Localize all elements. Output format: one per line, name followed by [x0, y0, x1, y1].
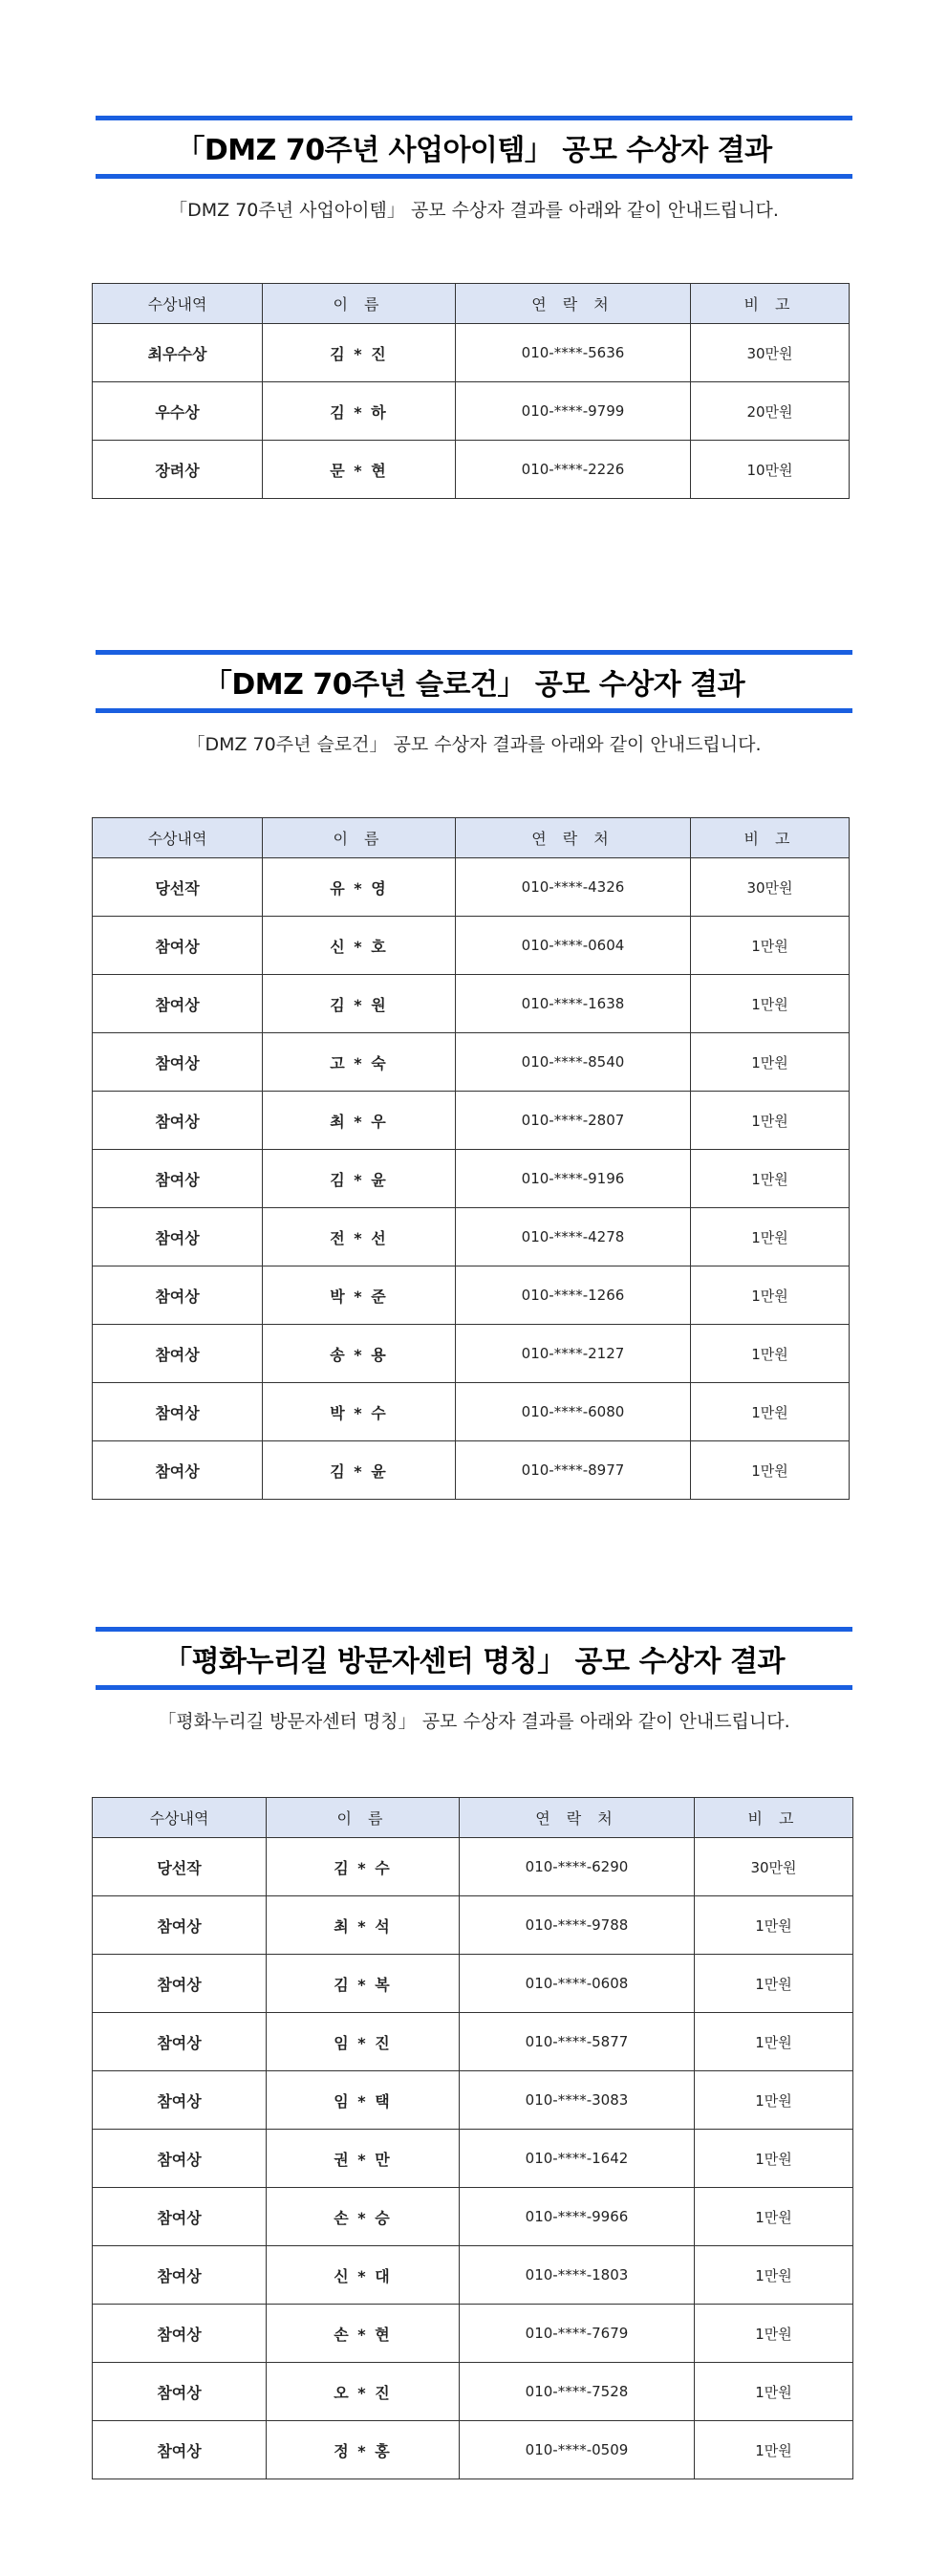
table-header-row: [93, 284, 850, 324]
award-cell: 참여상: [93, 1441, 263, 1500]
note-cell: 1만원: [695, 2363, 853, 2421]
column-header: 연 락 처: [456, 284, 691, 324]
award-cell: 참여상: [93, 1266, 263, 1325]
award-cell: 참여상: [93, 1955, 267, 2013]
name-cell: 신 * 대: [267, 2246, 460, 2305]
table-header-row: [93, 1798, 853, 1838]
note-cell: 1만원: [691, 1033, 850, 1092]
phone-cell: 010-****-2226: [456, 441, 691, 499]
table-row: [93, 2246, 853, 2305]
column-header: 수상내역: [93, 284, 263, 324]
table-row: [93, 2188, 853, 2246]
note-cell: 1만원: [691, 1092, 850, 1150]
section-title-bar: [96, 650, 852, 713]
phone-cell: 010-****-0509: [460, 2421, 695, 2479]
section-title: 「DMZ 70주년 슬로건」 공모 수상자 결과: [203, 668, 745, 702]
column-header: 이 름: [263, 284, 456, 324]
award-cell: 참여상: [93, 2130, 267, 2188]
phone-cell: 010-****-6080: [456, 1383, 691, 1441]
note-cell: 1만원: [691, 1383, 850, 1441]
phone-cell: 010-****-6290: [460, 1838, 695, 1896]
table-row: [93, 1441, 850, 1500]
note-cell: 30만원: [695, 1838, 853, 1896]
section-subtitle: 「DMZ 70주년 사업아이템」 공모 수상자 결과를 아래와 같이 안내드립니다.: [169, 200, 779, 221]
name-cell: 박 * 준: [263, 1266, 456, 1325]
note-cell: 1만원: [695, 2071, 853, 2130]
phone-cell: 010-****-9196: [456, 1150, 691, 1208]
table-row: [93, 1383, 850, 1441]
name-cell: 전 * 선: [263, 1208, 456, 1266]
name-cell: 고 * 숙: [263, 1033, 456, 1092]
name-cell: 임 * 진: [267, 2013, 460, 2071]
award-cell: 참여상: [93, 2188, 267, 2246]
phone-cell: 010-****-4326: [456, 858, 691, 917]
award-cell: 우수상: [93, 382, 263, 441]
column-header: 수상내역: [93, 1798, 267, 1838]
table-row: [93, 1266, 850, 1325]
winners-table: [92, 283, 850, 499]
phone-cell: 010-****-7528: [460, 2363, 695, 2421]
section-subtitle: 「DMZ 70주년 슬로건」 공모 수상자 결과를 아래와 같이 안내드립니다.: [186, 734, 762, 755]
phone-cell: 010-****-9788: [460, 1896, 695, 1955]
table-row: [93, 1092, 850, 1150]
note-cell: 10만원: [691, 441, 850, 499]
phone-cell: 010-****-9799: [456, 382, 691, 441]
name-cell: 손 * 승: [267, 2188, 460, 2246]
table-row: [93, 2071, 853, 2130]
note-cell: 1만원: [691, 975, 850, 1033]
award-cell: 참여상: [93, 2013, 267, 2071]
award-cell: 참여상: [93, 1896, 267, 1955]
table-row: [93, 1325, 850, 1383]
table-row: [93, 2363, 853, 2421]
note-cell: 1만원: [695, 2130, 853, 2188]
award-cell: 참여상: [93, 2071, 267, 2130]
table-row: [93, 917, 850, 975]
note-cell: 20만원: [691, 382, 850, 441]
note-cell: 1만원: [695, 1896, 853, 1955]
phone-cell: 010-****-1266: [456, 1266, 691, 1325]
note-cell: 1만원: [691, 1441, 850, 1500]
name-cell: 손 * 현: [267, 2305, 460, 2363]
note-cell: 1만원: [691, 917, 850, 975]
award-cell: 참여상: [93, 1383, 263, 1441]
note-cell: 30만원: [691, 324, 850, 382]
award-cell: 당선작: [93, 1838, 267, 1896]
award-cell: 참여상: [93, 917, 263, 975]
name-cell: 오 * 진: [267, 2363, 460, 2421]
phone-cell: 010-****-8540: [456, 1033, 691, 1092]
table-row: [93, 1033, 850, 1092]
table-row: [93, 2013, 853, 2071]
name-cell: 김 * 윤: [263, 1441, 456, 1500]
name-cell: 김 * 하: [263, 382, 456, 441]
name-cell: 김 * 복: [267, 1955, 460, 2013]
award-cell: 참여상: [93, 2421, 267, 2479]
note-cell: 1만원: [695, 2246, 853, 2305]
award-cell: 참여상: [93, 2246, 267, 2305]
name-cell: 박 * 수: [263, 1383, 456, 1441]
table-row: [93, 975, 850, 1033]
name-cell: 최 * 석: [267, 1896, 460, 1955]
phone-cell: 010-****-2127: [456, 1325, 691, 1383]
note-cell: 1만원: [695, 2305, 853, 2363]
phone-cell: 010-****-7679: [460, 2305, 695, 2363]
award-cell: 참여상: [93, 1325, 263, 1383]
award-cell: 참여상: [93, 975, 263, 1033]
phone-cell: 010-****-4278: [456, 1208, 691, 1266]
note-cell: 1만원: [695, 2013, 853, 2071]
table-row: [93, 441, 850, 499]
table-row: [93, 2305, 853, 2363]
section-title: 「DMZ 70주년 사업아이템」 공모 수상자 결과: [176, 134, 772, 167]
table-row: [93, 1208, 850, 1266]
table-row: [93, 1838, 853, 1896]
table-row: [93, 324, 850, 382]
winners-table: [92, 817, 850, 1500]
table-row: [93, 858, 850, 917]
name-cell: 송 * 용: [263, 1325, 456, 1383]
table-header-row: [93, 818, 850, 858]
section-title-bar: [96, 116, 852, 179]
table-row: [93, 2130, 853, 2188]
name-cell: 정 * 홍: [267, 2421, 460, 2479]
name-cell: 김 * 진: [263, 324, 456, 382]
table-row: [93, 1150, 850, 1208]
phone-cell: 010-****-1638: [456, 975, 691, 1033]
note-cell: 1만원: [691, 1325, 850, 1383]
phone-cell: 010-****-8977: [456, 1441, 691, 1500]
award-cell: 장려상: [93, 441, 263, 499]
award-cell: 참여상: [93, 1208, 263, 1266]
name-cell: 최 * 우: [263, 1092, 456, 1150]
name-cell: 임 * 택: [267, 2071, 460, 2130]
name-cell: 유 * 영: [263, 858, 456, 917]
award-cell: 참여상: [93, 1033, 263, 1092]
winners-table: [92, 1797, 853, 2479]
table-row: [93, 2421, 853, 2479]
section-subtitle: 「평화누리길 방문자센터 명칭」 공모 수상자 결과를 아래와 같이 안내드립니다.: [158, 1711, 790, 1732]
award-cell: 최우수상: [93, 324, 263, 382]
phone-cell: 010-****-3083: [460, 2071, 695, 2130]
name-cell: 김 * 수: [267, 1838, 460, 1896]
phone-cell: 010-****-1803: [460, 2246, 695, 2305]
note-cell: 1만원: [691, 1266, 850, 1325]
column-header: 비 고: [691, 284, 850, 324]
award-cell: 참여상: [93, 2363, 267, 2421]
table-row: [93, 1955, 853, 2013]
phone-cell: 010-****-0604: [456, 917, 691, 975]
column-header: 이 름: [263, 818, 456, 858]
column-header: 이 름: [267, 1798, 460, 1838]
award-cell: 당선작: [93, 858, 263, 917]
note-cell: 1만원: [691, 1208, 850, 1266]
phone-cell: 010-****-0608: [460, 1955, 695, 2013]
phone-cell: 010-****-9966: [460, 2188, 695, 2246]
phone-cell: 010-****-5877: [460, 2013, 695, 2071]
award-cell: 참여상: [93, 1150, 263, 1208]
section-title-bar: [96, 1627, 852, 1690]
award-cell: 참여상: [93, 1092, 263, 1150]
table-row: [93, 382, 850, 441]
column-header: 연 락 처: [456, 818, 691, 858]
note-cell: 1만원: [695, 1955, 853, 2013]
note-cell: 1만원: [695, 2421, 853, 2479]
phone-cell: 010-****-1642: [460, 2130, 695, 2188]
note-cell: 30만원: [691, 858, 850, 917]
section-title: 「평화누리길 방문자센터 명칭」 공모 수상자 결과: [163, 1645, 785, 1678]
phone-cell: 010-****-5636: [456, 324, 691, 382]
name-cell: 김 * 원: [263, 975, 456, 1033]
name-cell: 김 * 윤: [263, 1150, 456, 1208]
name-cell: 신 * 호: [263, 917, 456, 975]
award-cell: 참여상: [93, 2305, 267, 2363]
column-header: 연 락 처: [460, 1798, 695, 1838]
note-cell: 1만원: [691, 1150, 850, 1208]
column-header: 비 고: [691, 818, 850, 858]
note-cell: 1만원: [695, 2188, 853, 2246]
name-cell: 문 * 현: [263, 441, 456, 499]
name-cell: 권 * 만: [267, 2130, 460, 2188]
column-header: 비 고: [695, 1798, 853, 1838]
phone-cell: 010-****-2807: [456, 1092, 691, 1150]
table-row: [93, 1896, 853, 1955]
column-header: 수상내역: [93, 818, 263, 858]
